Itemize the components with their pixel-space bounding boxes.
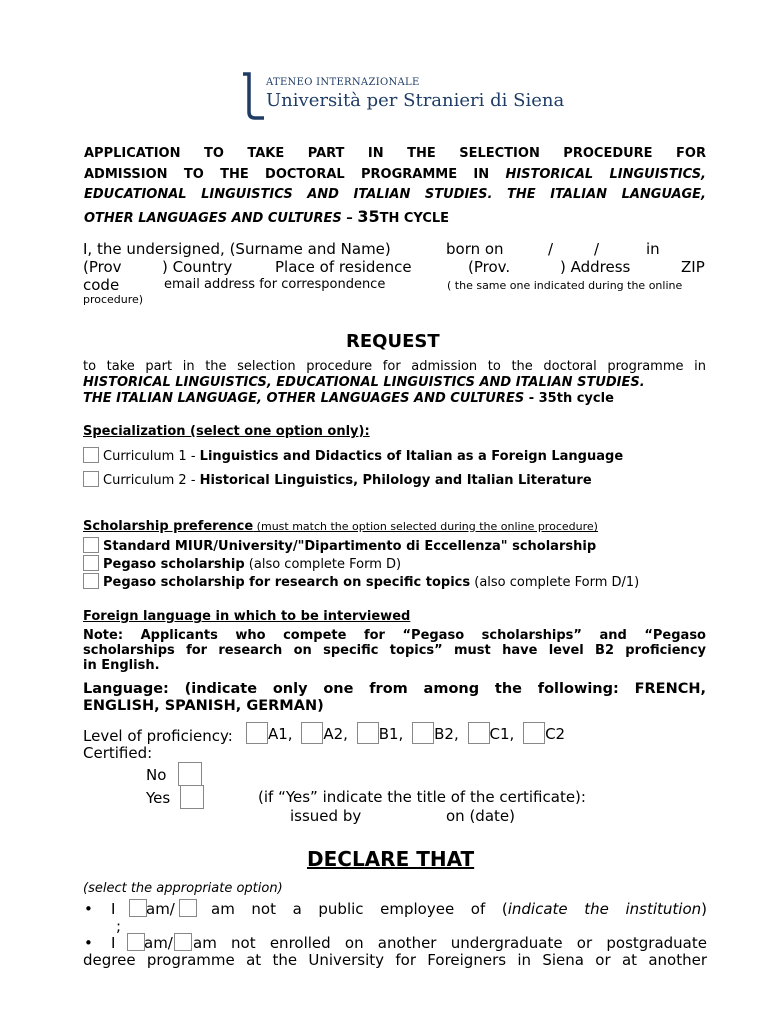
scholarship-heading: Scholarship preference [83,519,254,534]
in-label: in [646,240,660,258]
level-of-proficiency-label: Level of proficiency: [83,727,233,745]
scholarship-standard-label: Standard MIUR/University/"Dipartimento di Eccellenza" scholarship [103,539,597,554]
curriculum-2-label: Historical Linguistics, Philology and Italian Literature [199,473,592,488]
certified-yes-checkbox[interactable] [180,785,204,809]
procedure-note: procedure) [83,293,144,306]
scholarship-standard-option[interactable] [83,537,596,554]
curriculum-1-checkbox[interactable] [83,447,99,463]
level-a1-checkbox[interactable] [246,722,268,744]
request-heading: REQUEST [346,331,440,352]
residence-label: Place of residence [275,258,412,276]
certificate-title-label: (if “Yes” indicate the title of the certificate): [258,788,586,806]
specialization-heading: Specialization (select one option only): [83,424,370,439]
certified-no-checkbox[interactable] [178,762,202,786]
title-plain: ADMISSION TO THE DOCTORAL PROGRAMME IN [84,167,506,182]
level-c2-label: C2 [545,725,566,743]
note-line-1: Note: Applicants who compete for “Pegaso scholarships” and “Pegaso [83,628,706,643]
request-cycle: - 35th cycle [524,391,614,406]
item2-am-not-checkbox[interactable] [174,933,192,951]
level-b2-checkbox[interactable] [412,722,434,744]
scholarship-pegaso-research-option[interactable] [83,573,639,590]
item1-am: am/ [146,900,175,918]
item1-i: I [111,900,116,918]
certified-label: Certified: [83,744,153,762]
on-date-label: on (date) [446,807,515,825]
scholarship-pegaso-checkbox[interactable] [83,555,99,571]
same-online-note: ( the same one indicated during the online [447,279,683,292]
prov-label-1: (Prov [83,258,122,276]
scholarship-heading-row [83,515,598,534]
cycle-number: 35 [357,207,380,226]
zip-label: ZIP [681,258,705,276]
undersigned-label: I, the undersigned, (Surname and Name) [83,240,391,258]
item1-semicolon: ; [116,917,122,935]
address-label: ) Address [560,258,631,276]
level-b1-label: B1, [378,725,404,743]
title-line-4 [84,207,449,226]
item2-am-checkbox[interactable] [127,933,145,951]
code-label: code [83,276,120,294]
item2-text: am not enrolled on another undergraduate or postgraduate [193,934,707,952]
level-c2-checkbox[interactable] [523,722,545,744]
bullet-2: • [84,934,93,952]
item1-institution: indicate the institution [507,900,702,918]
certified-yes-label: Yes [146,789,171,807]
level-c1-label: C1, [489,725,515,743]
university-logo [240,72,565,124]
scholarship-standard-checkbox[interactable] [83,537,99,553]
item1-rest: am not a public employee of ( [211,900,508,918]
logo-subtitle: ATENEO INTERNAZIONALE [266,77,420,88]
level-a2-label: A2, [323,725,348,743]
title-line-3: EDUCATIONAL LINGUISTICS AND ITALIAN STUDIES. THE ITALIAN LANGUAGE, [84,187,706,202]
scholarship-pegaso-suffix: (also complete Form D) [244,557,402,572]
level-c1-checkbox[interactable] [468,722,490,744]
title-italic-1: HISTORICAL LINGUISTICS, [505,167,706,182]
born-on-label: born on [446,240,504,258]
cycle-label: TH CYCLE [379,211,450,226]
level-b1-checkbox[interactable] [357,722,379,744]
title-italic-2: OTHER LANGUAGES AND CULTURES [84,211,342,226]
email-label: email address for correspondence [164,277,386,292]
request-line-3 [83,391,614,406]
prov-label-2: (Prov. [468,258,511,276]
curriculum-2-prefix: Curriculum 2 - [103,473,200,488]
country-label: ) Country [162,258,233,276]
scholarship-pegaso-label: Pegaso scholarship [103,557,245,572]
language-line-2: ENGLISH, SPANISH, GERMAN) [83,698,324,714]
request-line-2: HISTORICAL LINGUISTICS, EDUCATIONAL LINGUISTICS AND ITALIAN STUDIES. [83,375,645,390]
request-line-1: to take part in the selection procedure for admission to the doctoral programme in [83,359,706,374]
scholarship-pegaso-research-checkbox[interactable] [83,573,99,589]
item1-text [211,900,707,918]
request-programme: THE ITALIAN LANGUAGE, OTHER LANGUAGES AND CULTURES [83,391,525,406]
level-a1-label: A1, [268,725,293,743]
scholarship-pegaso-research-label: Pegaso scholarship for research on specific topics [103,575,471,590]
level-a2-checkbox[interactable] [301,722,323,744]
item1-close: ) [701,900,707,918]
note-line-2: scholarships for research on specific topics” must have level B2 proficiency [83,643,706,658]
certified-no-label: No [146,766,167,784]
date-slash-2: / [594,240,600,258]
item2-line-2: degree programme at the University for Foreigners in Siena or at another [83,951,707,969]
note-line-3: in English. [83,658,160,673]
issued-by-label: issued by [290,807,362,825]
scholarship-pegaso-option[interactable] [83,555,401,572]
level-b2-label: B2, [434,725,459,743]
select-option-note: (select the appropriate option) [83,881,283,896]
curriculum-2-option[interactable] [83,471,592,488]
curriculum-1-label: Linguistics and Didactics of Italian as a Foreign Language [199,449,624,464]
declare-heading: DECLARE THAT [307,847,475,871]
item1-am-not-checkbox[interactable] [179,899,197,917]
item2-am: am/ [144,934,173,952]
logo-mark-icon [240,72,266,124]
level-options [246,722,565,744]
curriculum-1-prefix: Curriculum 1 - [103,449,200,464]
title-line-1: APPLICATION TO TAKE PART IN THE SELECTION PROCEDURE FOR [84,146,706,161]
scholarship-pegaso-research-suffix: (also complete Form D/1) [470,575,640,590]
item2-i: I [111,934,116,952]
item1-am-checkbox[interactable] [129,899,147,917]
curriculum-1-option[interactable] [83,447,623,464]
scholarship-note: (must match the option selected during the online procedure) [253,520,598,533]
bullet-1: • [84,900,93,918]
date-slash-1: / [548,240,554,258]
foreign-language-heading: Foreign language in which to be interviewed [83,609,411,624]
title-dash: – [341,211,358,226]
title-line-2 [84,167,706,182]
logo-title: Università per Stranieri di Siena [266,90,565,111]
language-line-1: Language: (indicate only one from among the following: FRENCH, [83,681,706,697]
curriculum-2-checkbox[interactable] [83,471,99,487]
